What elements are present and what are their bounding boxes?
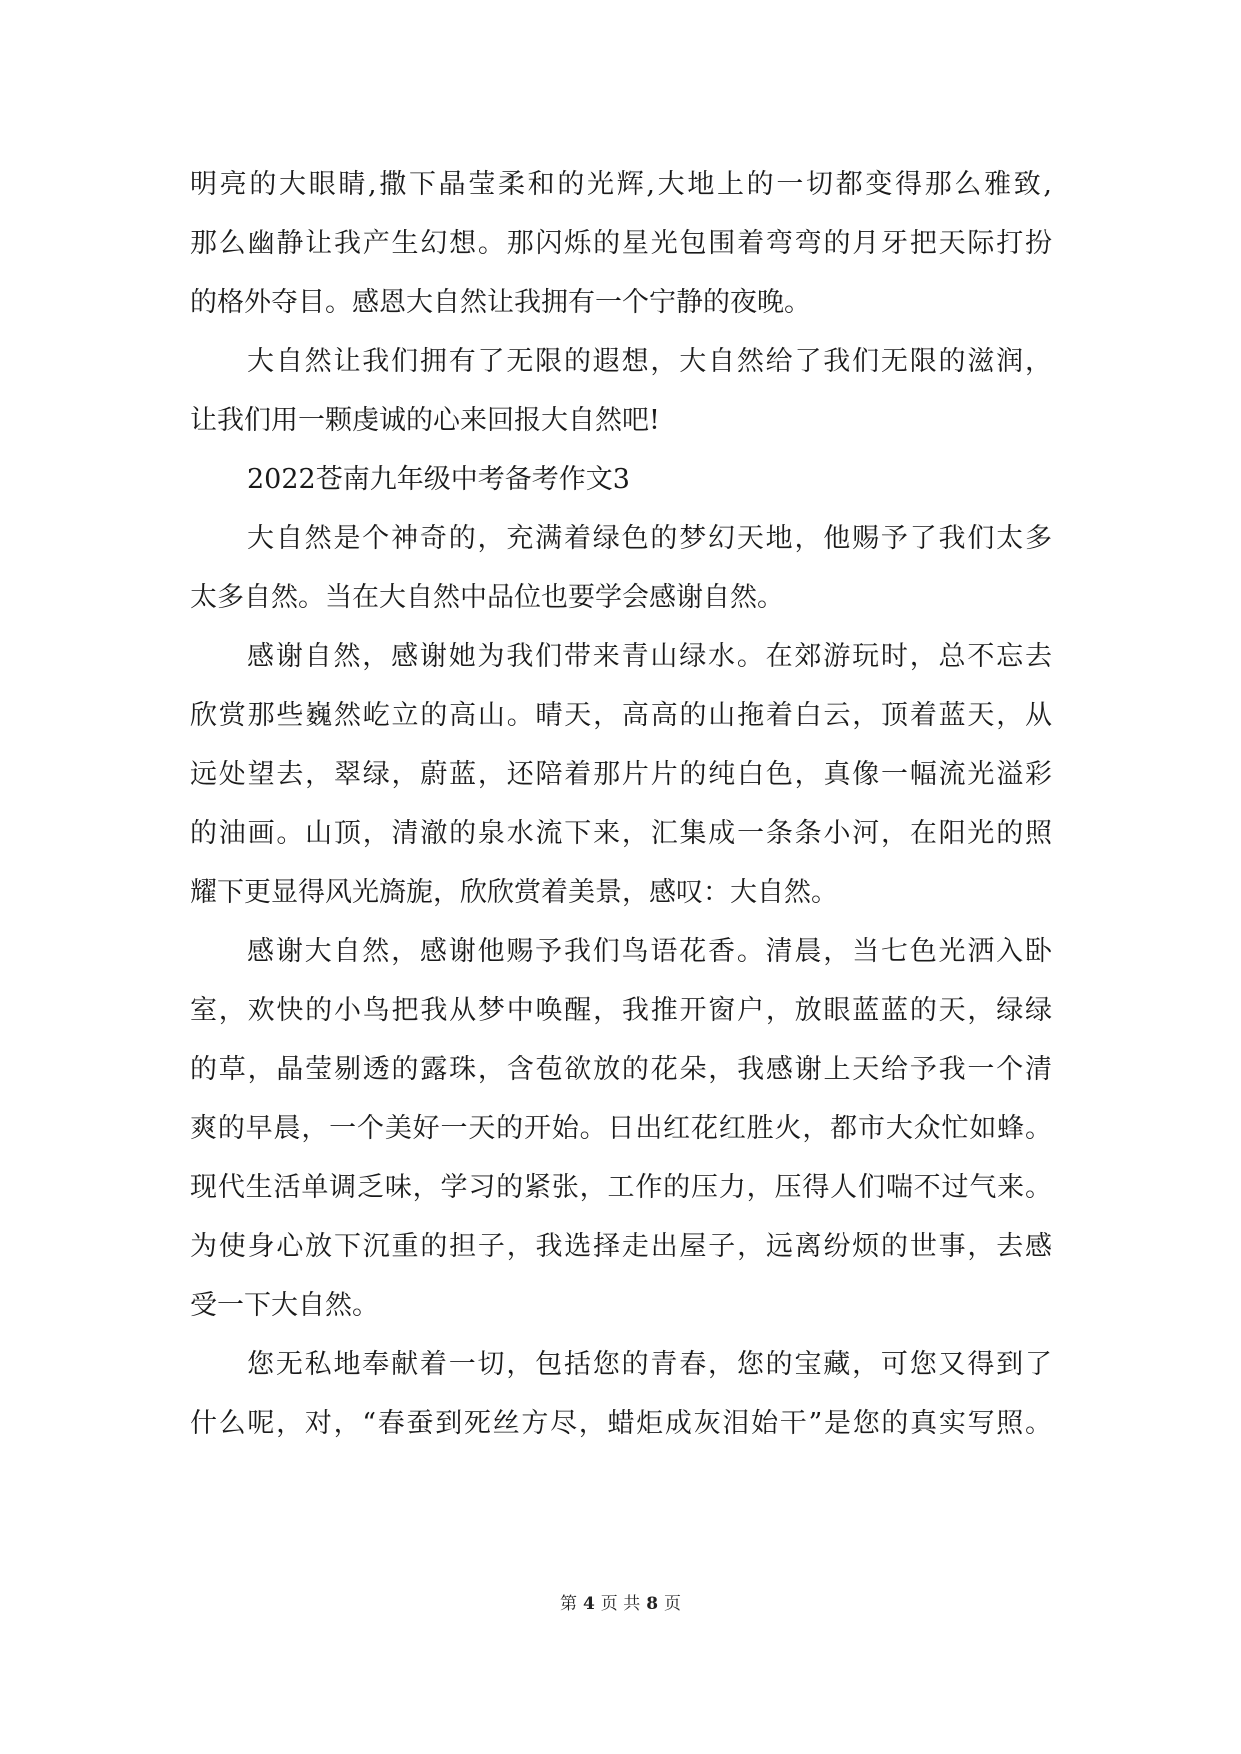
text-line: 感谢自然，感谢她为我们带来青山绿水。在郊游玩时，总不忘去 [247,641,1052,672]
text-line: 爽的早晨，一个美好一天的开始。日出红花红胜火，都市大众忙如蜂。 [190,1113,1052,1144]
text-line: 大自然让我们拥有了无限的遐想，大自然给了我们无限的滋润， [247,346,1052,377]
text-line: 的格外夺目。感恩大自然让我拥有一个宁静的夜晚。 [190,287,811,318]
text-line: 大自然是个神奇的，充满着绿色的梦幻天地，他赐予了我们太多 [247,523,1052,554]
total-pages-number: 8 [646,1594,659,1614]
footer-label-page: 第 [559,1594,577,1614]
document-body [190,155,1052,1453]
text-line: 为使身心放下沉重的担子，我选择走出屋子，远离纷烦的世事，去感 [190,1231,1052,1262]
text-line: 远处望去，翠绿，蔚蓝，还陪着那片片的纯白色，真像一幅流光溢彩 [190,759,1052,790]
text-line: 您无私地奉献着一切，包括您的青春，您的宝藏，可您又得到了 [247,1349,1052,1380]
footer-label-end: 页 [664,1594,682,1614]
text-line: 现代生活单调乏味，学习的紧张，工作的压力，压得人们喘不过气来。 [190,1172,1052,1203]
text-line: 太多自然。当在大自然中品位也要学会感谢自然。 [190,582,784,613]
text-line: 欣赏那些巍然屹立的高山。晴天，高高的山拖着白云，顶着蓝天，从 [190,700,1052,731]
page-footer [0,1592,1241,1616]
text-line: 明亮的大眼睛,撒下晶莹柔和的光辉,大地上的一切都变得那么雅致, [190,169,1052,200]
text-line: 的草，晶莹剔透的露珠，含苞欲放的花朵，我感谢上天给予我一个清 [190,1054,1052,1085]
text-line: 室，欢快的小鸟把我从梦中唤醒，我推开窗户，放眼蓝蓝的天，绿绿 [190,995,1052,1026]
text-line: 感谢大自然，感谢他赐予我们鸟语花香。清晨，当七色光洒入卧 [247,936,1052,967]
section-heading: 2022苍南九年级中考备考作文3 [247,464,630,495]
text-line: 受一下大自然。 [190,1290,379,1321]
text-line: 让我们用一颗虔诚的心来回报大自然吧! [190,405,660,436]
text-line: 的油画。山顶，清澈的泉水流下来，汇集成一条条小河，在阳光的照 [190,818,1052,849]
current-page-number: 4 [582,1594,595,1614]
footer-label-of: 页 共 [600,1594,641,1614]
text-line: 什么呢，对，“春蚕到死丝方尽，蜡炬成灰泪始干”是您的真实写照。 [190,1408,1052,1439]
text-line: 那么幽静让我产生幻想。那闪烁的星光包围着弯弯的月牙把天际打扮 [190,228,1052,259]
text-line: 耀下更显得风光旖旎，欣欣赏着美景，感叹：大自然。 [190,877,838,908]
